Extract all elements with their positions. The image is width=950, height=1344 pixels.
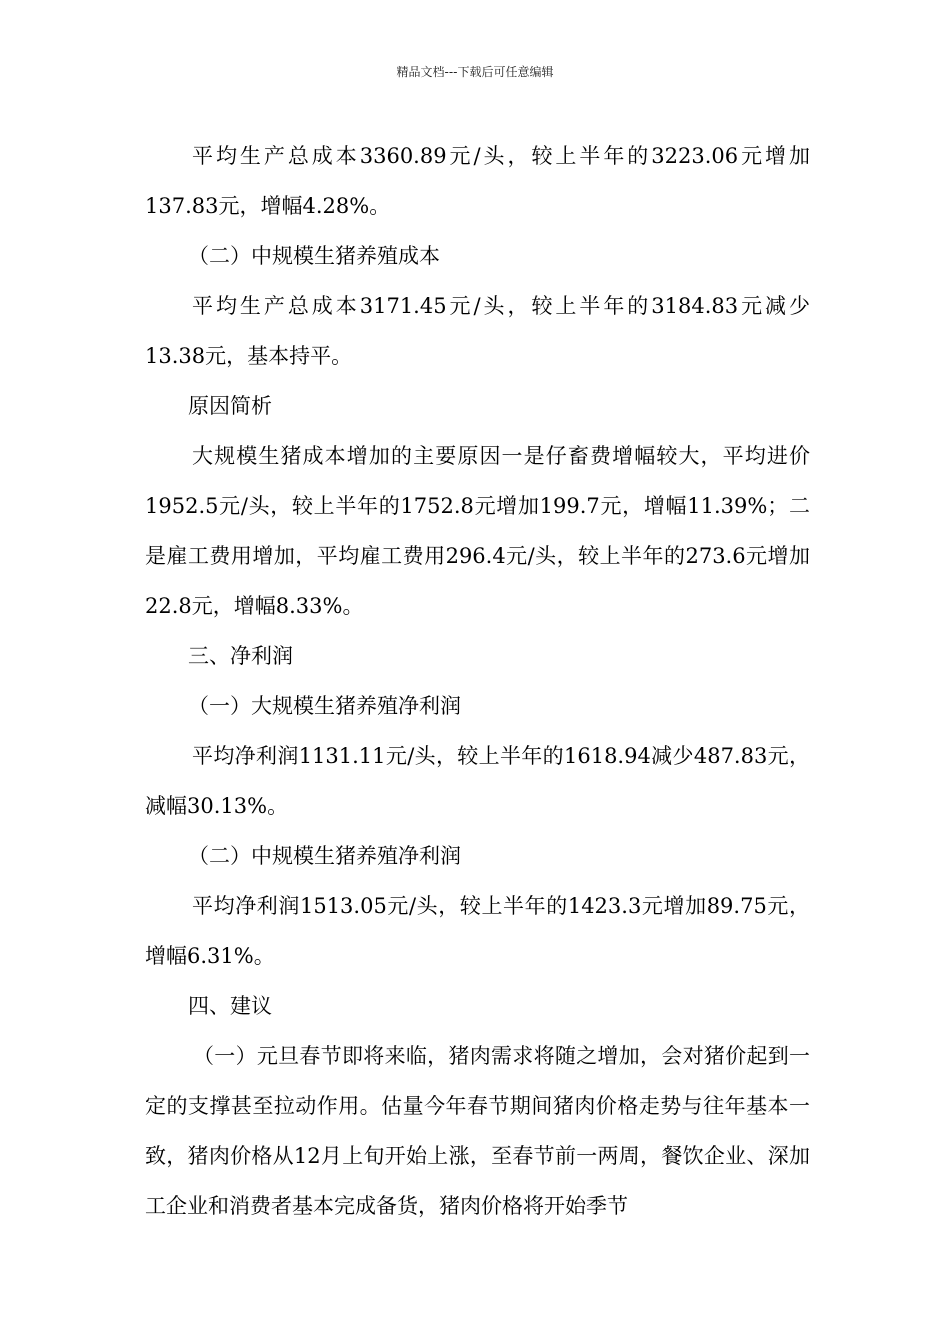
paragraph-medium-scale-total-cost: 平均生产总成本3171.45元/头，较上半年的3184.83元减少13.38元，基本持平。 — [145, 294, 810, 368]
page-header: 精品文档---下载后可任意编辑 — [396, 65, 554, 79]
heading-cause-analysis: 原因简析 — [188, 394, 272, 418]
paragraph-large-scale-net-profit: 平均净利润1131.11元/头，较上半年的1618.94减少487.83元，减幅30.13%。 — [145, 744, 810, 818]
heading-net-profit: 三、净利润 — [188, 644, 293, 668]
document-body — [145, 131, 810, 1231]
paragraph-suggestion-one: （一）元旦春节即将来临，猪肉需求将随之增加，会对猪价起到一定的支撑甚至拉动作用。估量今年春节期间猪肉价格走势与往年基本一致，猪肉价格从12月上旬开始上涨，至春节前一两周，餐饮企业、深加工企业和消费者基本完成备货，猪肉价格将开始季节 — [145, 1044, 810, 1218]
heading-large-scale-net-profit: （一）大规模生猪养殖净利润 — [188, 694, 461, 718]
heading-medium-scale-net-profit: （二）中规模生猪养殖净利润 — [188, 844, 461, 868]
heading-suggestions: 四、建议 — [188, 994, 272, 1018]
paragraph-cause-analysis: 大规模生猪成本增加的主要原因一是仔畜费增幅较大，平均进价1952.5元/头，较上半年的1752.8元增加199.7元，增幅11.39%；二是雇工费用增加，平均雇工费用296.4元/头，较上半年的273.6元增加22.8元，增幅8.33%。 — [145, 444, 810, 618]
paragraph-large-scale-total-cost: 平均生产总成本3360.89元/头，较上半年的3223.06元增加137.83元，增幅4.28%。 — [145, 144, 810, 218]
heading-medium-scale-cost: （二）中规模生猪养殖成本 — [188, 244, 440, 268]
paragraph-medium-scale-net-profit: 平均净利润1513.05元/头，较上半年的1423.3元增加89.75元，增幅6.31%。 — [145, 894, 810, 968]
